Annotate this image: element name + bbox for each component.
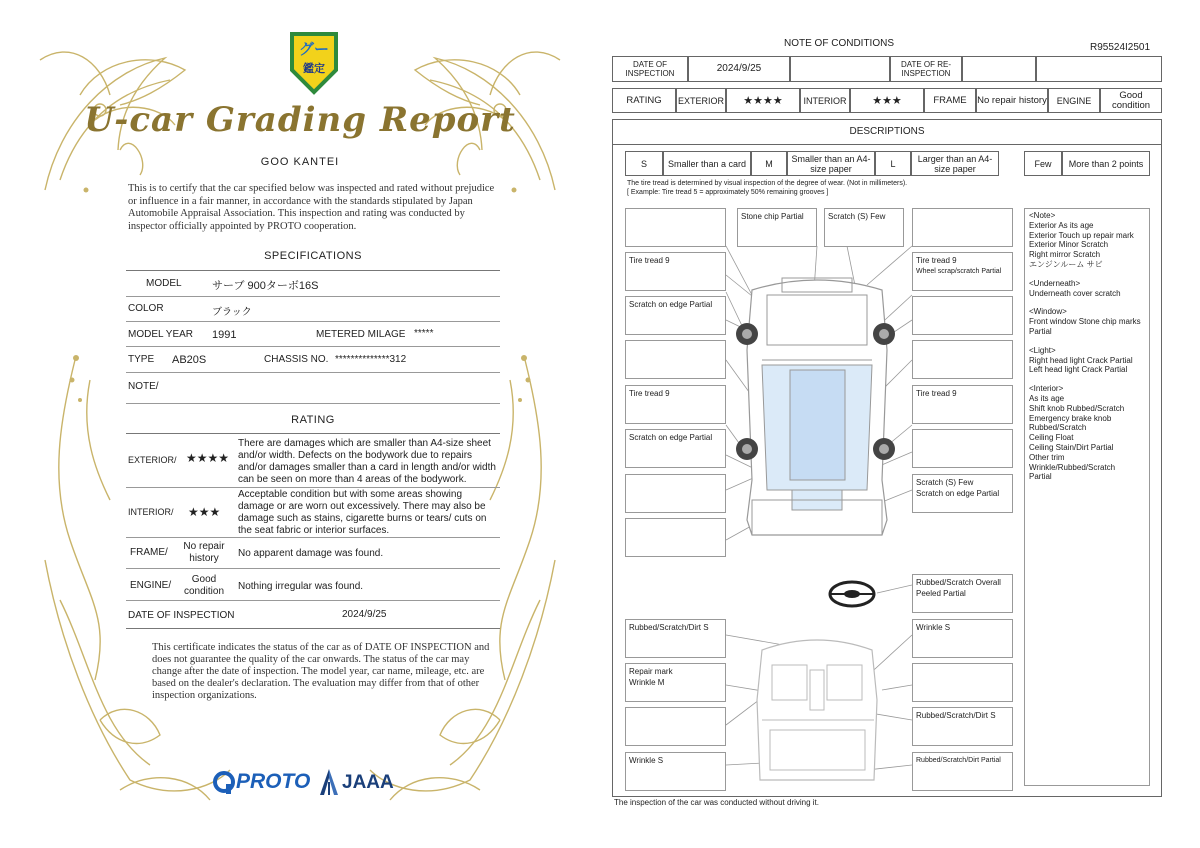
- frame-value: No repair history: [976, 88, 1048, 113]
- date-of-inspection-value: 2024/9/25: [688, 56, 790, 82]
- sheet-title: NOTE OF CONDITIONS: [784, 38, 894, 49]
- date-of-reinspection-value: [962, 56, 1036, 82]
- note-general: <Note> Exterior As its age Exterior Touch up repair mark Exterior Minor Scratch Right mirror Scratch エンジンルーム サビ: [1029, 211, 1134, 269]
- box-scratch-few-front: Scratch (S) Few: [824, 208, 904, 247]
- box-scratch-edge-1: Scratch on edge Partial: [625, 296, 726, 335]
- exterior-stars: ★★★★: [186, 451, 230, 465]
- report-subtitle: GOO KANTEI: [260, 156, 340, 168]
- certificate-disclaimer: This certificate indicates the status of the car as of DATE OF INSPECTION and does not guarantee the quality of the car onwards. The status of the car may change after the date of inspection. The model year, car name, mileage, etc. are based on the dealer's declaration. The evaluation may differ from that of other inspection organizations.: [152, 642, 490, 701]
- divider: [126, 321, 500, 322]
- box-right-4: [912, 340, 1013, 379]
- box-left-4: [625, 340, 726, 379]
- chassis-label: CHASSIS NO.: [264, 354, 329, 365]
- proto-logo-icon: [212, 770, 236, 796]
- steering-wheel-icon: [830, 582, 874, 606]
- engine-value: Good condition: [1100, 88, 1162, 113]
- legend-few-desc: More than 2 points: [1062, 151, 1150, 176]
- box-rear-right: [912, 474, 1013, 513]
- box-interior-r4: Rubbed/Scratch/Dirt Partial: [912, 752, 1013, 791]
- svg-text:鑑定: 鑑定: [303, 63, 325, 75]
- box-tire-rear-left: Tire tread 9: [625, 385, 726, 424]
- model-year-value: 1991: [212, 329, 237, 341]
- metered-mileage-label: METERED MILAGE: [316, 329, 406, 340]
- note-underneath: <Underneath> Underneath cover scratch: [1029, 278, 1121, 298]
- descriptions-heading: DESCRIPTIONS: [849, 126, 925, 137]
- box-interior-r1: Wrinkle S: [912, 619, 1013, 658]
- box-rear-right-line2: Scratch on edge Partial: [916, 489, 1000, 498]
- interior-description: Acceptable condition but with some areas showing damage or are worn out excessively. There may also be damage such as stains, cigarette burns or tears/ cuts on the seat fabric or interior surfaces.: [238, 489, 487, 536]
- color-label: COLOR: [128, 303, 164, 314]
- box-rear-right-line1: Scratch (S) Few: [916, 478, 974, 487]
- box-left-8: [625, 518, 726, 557]
- date-of-inspection-value: 2024/9/25: [342, 609, 387, 620]
- divider: [126, 537, 500, 538]
- report-title: U-car Grading Report: [84, 100, 516, 140]
- box-interior-2-line1: Repair mark: [629, 667, 673, 676]
- inspection-footer-note: The inspection of the car was conducted without driving it.: [614, 798, 819, 807]
- divider: [126, 270, 500, 271]
- proto-logo-text: PROTO: [236, 770, 311, 793]
- box-tire-rear-right: Tire tread 9: [912, 385, 1013, 424]
- engine-description: Nothing irregular was found.: [238, 581, 364, 592]
- box-steering-wheel-line1: Rubbed/Scratch Overall: [916, 578, 1001, 587]
- svg-text:グー: グー: [298, 42, 330, 58]
- box-stone-chip: Stone chip Partial: [737, 208, 817, 247]
- tire-note-1: The tire tread is determined by visual inspection of the degree of wear. (Not in millimeters).: [627, 180, 908, 187]
- box-interior-r2: [912, 663, 1013, 702]
- divider: [126, 487, 500, 488]
- jaaa-logo-text: JAAA: [342, 772, 394, 793]
- type-label: TYPE: [128, 354, 155, 365]
- color-value: ブラック: [212, 307, 252, 318]
- date-of-inspection-label: DATE OF INSPECTION: [612, 56, 688, 82]
- tire-note-2: [ Example: Tire tread 5 = approximately 50% remaining grooves ]: [627, 189, 829, 196]
- exterior-stars: ★★★★: [726, 88, 800, 113]
- box-tire-front-left: Tire tread 9: [625, 252, 726, 291]
- divider: [612, 144, 1162, 145]
- legend-few: Few: [1024, 151, 1062, 176]
- metered-mileage-value: *****: [414, 328, 434, 339]
- chassis-value: **************312: [335, 354, 407, 365]
- legend-m: M: [751, 151, 787, 176]
- box-interior-4: Wrinkle S: [625, 752, 726, 791]
- car-interior-view: [757, 640, 877, 780]
- box-left-7: [625, 474, 726, 513]
- interior-stars: ★★★: [188, 505, 221, 519]
- goo-kantei-badge-icon: [286, 30, 342, 96]
- box-tire-front-right-line2: Wheel scrap/scratch Partial: [916, 268, 1002, 275]
- divider: [126, 296, 500, 297]
- engine-value: Good condition: [183, 574, 225, 597]
- divider: [126, 600, 500, 601]
- legend-l-desc: Larger than an A4-size paper: [911, 151, 999, 176]
- frame-value: No repair history: [183, 541, 225, 564]
- exterior-label: EXTERIOR: [676, 88, 726, 113]
- interior-stars: ★★★: [850, 88, 924, 113]
- box-tire-front-right-line1: Tire tread 9: [916, 256, 957, 265]
- box-interior-2: [625, 663, 726, 702]
- jaaa-logo-icon: [318, 768, 340, 796]
- box-steering-wheel: [912, 574, 1013, 613]
- box-interior-r3: Rubbed/Scratch/Dirt S: [912, 707, 1013, 746]
- exterior-description: There are damages which are smaller than A4-size sheet and/or width. Defects on the bodywork due to repairs and/or damages smaller than a card in length and/or width can be seen on more than 4 areas of the bodywork.: [238, 438, 496, 485]
- box-tire-front-right: [912, 252, 1013, 291]
- divider: [126, 403, 500, 404]
- reference-number: R95524I2501: [1090, 42, 1151, 53]
- empty-cell: [790, 56, 890, 82]
- note-label: NOTE/: [128, 381, 159, 392]
- box-interior-3: [625, 707, 726, 746]
- box-front-left: [625, 208, 726, 247]
- legend-l: L: [875, 151, 911, 176]
- frame-description: No apparent damage was found.: [238, 548, 384, 559]
- date-of-reinspection-label: DATE OF RE-INSPECTION: [890, 56, 962, 82]
- specifications-heading: SPECIFICATIONS: [264, 250, 362, 262]
- empty-cell: [1036, 56, 1162, 82]
- frame-label: FRAME/: [130, 547, 168, 558]
- engine-label: ENGINE: [1048, 88, 1100, 113]
- type-value: AB20S: [172, 354, 207, 366]
- model-label: MODEL: [146, 278, 182, 289]
- note-light: <Light> Right head light Crack Partial Left head light Crack Partial: [1029, 345, 1133, 375]
- divider: [126, 372, 500, 373]
- model-year-label: MODEL YEAR: [128, 329, 194, 340]
- note-interior: <Interior> As its age Shift knob Rubbed/Scratch Emergency brake knob Rubbed/Scratch Ceiling Float Ceiling Stain/Dirt Partial Other trim Wrinkle/Rubbed/Scratch Partial: [1029, 384, 1125, 482]
- interior-label: INTERIOR: [800, 88, 850, 113]
- box-interior-2-line2: Wrinkle M: [629, 678, 665, 687]
- engine-label: ENGINE/: [130, 580, 172, 591]
- box-right-3: [912, 296, 1013, 335]
- divider: [126, 346, 500, 347]
- legend-s-desc: Smaller than a card: [663, 151, 751, 176]
- notes-panel: [1024, 208, 1150, 786]
- car-top-view: [736, 278, 895, 535]
- interior-label: INTERIOR/: [128, 507, 174, 517]
- divider: [126, 628, 500, 629]
- rating-heading: RATING: [291, 414, 335, 426]
- frame-label: FRAME: [924, 88, 976, 113]
- model-value: サーブ 900ターボ16S: [212, 280, 319, 292]
- box-front-right: [912, 208, 1013, 247]
- certification-text: This is to certify that the car specified below was inspected and rated without prejudice or influence in a fair manner, in accordance with the standards stipulated by Japan Automobile Appraisal Association. This inspection and rating was conducted by inspector officially appointed by PROTO cooperation.: [128, 183, 495, 232]
- box-right-6: [912, 429, 1013, 468]
- divider: [126, 568, 500, 569]
- date-of-inspection-label: DATE OF INSPECTION: [128, 610, 235, 621]
- rating-label: RATING: [612, 88, 676, 113]
- box-steering-wheel-line2: Peeled Partial: [916, 589, 966, 598]
- legend-s: S: [625, 151, 663, 176]
- legend-m-desc: Smaller than an A4-size paper: [787, 151, 875, 176]
- note-window: <Window> Front window Stone chip marks Partial: [1029, 307, 1141, 336]
- box-scratch-edge-2: Scratch on edge Partial: [625, 429, 726, 468]
- divider: [126, 433, 500, 434]
- box-interior-1: Rubbed/Scratch/Dirt S: [625, 619, 726, 658]
- exterior-label: EXTERIOR/: [128, 455, 177, 465]
